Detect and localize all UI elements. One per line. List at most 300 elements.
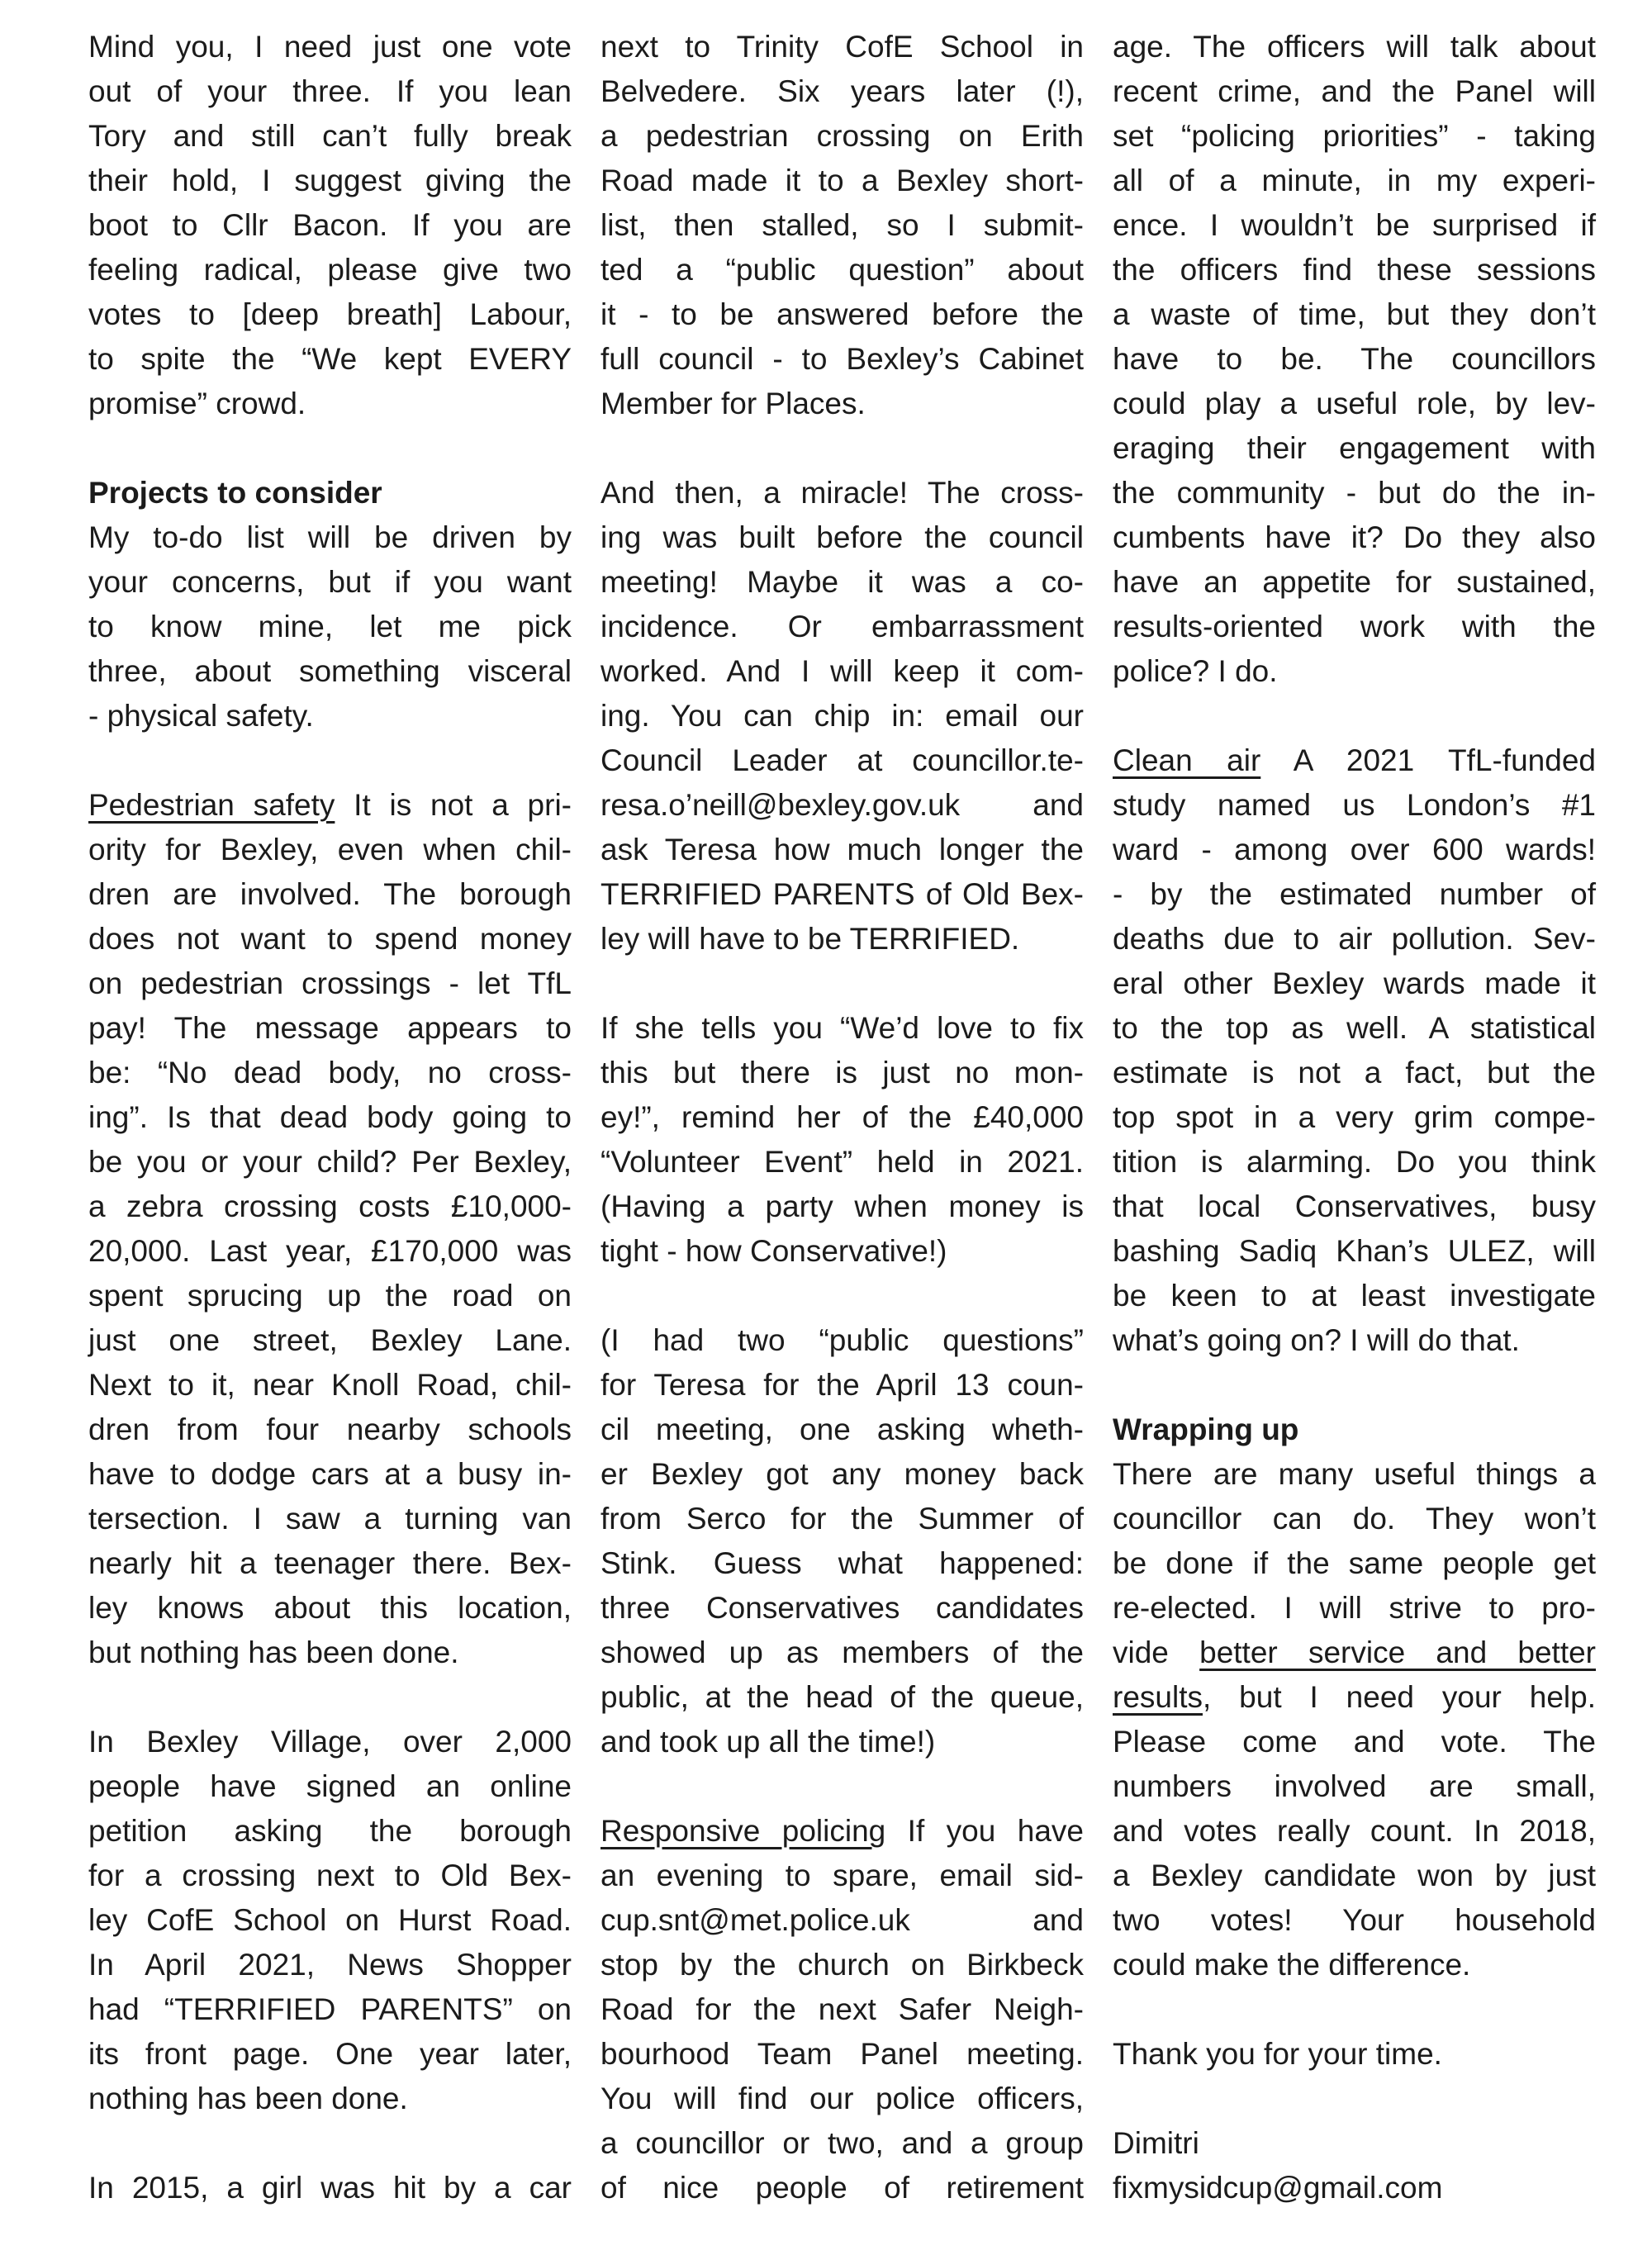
text-segment: and votes really count. In 2018, [1113,1814,1596,1848]
text-segment: results-oriented work with the [1113,610,1596,643]
text-segment: Stink. Guess what happened: [601,1546,1084,1580]
underlined-text: results [1113,1680,1203,1714]
text-line [1113,1318,1596,1363]
text-line [601,1720,1084,1764]
paragraph [1113,738,1596,1363]
text-line [601,2166,1084,2210]
text-segment: resa.o’neill@bexley.gov.uk and [601,788,1084,822]
text-line [88,2032,572,2077]
text-segment: showed up as members of the [601,1635,1084,1669]
text-segment: the community - but do the in- [1113,476,1596,510]
text-segment: votes to [deep breath] Labour, [88,297,572,331]
text-line [88,1987,572,2032]
text-segment: does not want to spend money [88,922,572,956]
text-line [601,1006,1084,1051]
text-segment: be: “No dead body, no cross- [88,1056,572,1090]
text-line [88,1943,572,1987]
text-line [1113,1675,1596,1720]
text-line [601,872,1084,917]
text-segment: (Having a party when money is [601,1189,1084,1223]
text-segment: ley knows about this location, [88,1591,572,1625]
text-line [601,2032,1084,2077]
text-line [1113,337,1596,382]
text-line [88,1184,572,1229]
paragraph-gap [1113,2077,1596,2121]
text-segment: - by the estimated number of [1113,877,1596,911]
text-line [601,1363,1084,1408]
text-segment: a waste of time, but they don’t [1113,297,1596,331]
paragraph [601,1809,1084,2210]
text-line [88,694,572,738]
text-line [601,1541,1084,1586]
text-segment: ley CofE School on Hurst Road. [88,1903,572,1937]
text-segment: eraging their engagement with [1113,431,1596,465]
paragraph-gap [88,738,572,783]
text-segment: bashing Sadiq Khan’s ULEZ, will [1113,1234,1596,1268]
text-line [601,560,1084,605]
text-line [1113,1140,1596,1184]
text-segment: cup.snt@met.police.uk and [601,1903,1084,1937]
paragraph [601,1318,1084,1764]
text-segment: (I had two “public questions” [601,1323,1084,1357]
text-line [1113,1497,1596,1541]
text-line [88,560,572,605]
text-line [88,872,572,917]
text-line [601,1140,1084,1184]
text-line [601,605,1084,649]
text-line [88,605,572,649]
text-segment: ask Teresa how much longer the [601,833,1084,866]
text-line [88,471,572,515]
text-line [1113,828,1596,872]
text-segment: of nice people of retirement [601,2171,1084,2205]
text-segment: Member for Places. [601,387,866,420]
text-segment: vide [1113,1635,1200,1669]
text-line [601,1675,1084,1720]
text-line [601,1943,1084,1987]
text-line [601,2077,1084,2121]
text-segment: on pedestrian crossings - let TfL [88,966,572,1000]
text-segment: And then, a miracle! The cross- [601,476,1084,510]
text-line [88,2077,572,2121]
text-line [1113,2032,1596,2077]
text-segment: the officers find these sessions [1113,253,1596,287]
text-line [601,1229,1084,1274]
text-line [88,1363,572,1408]
text-segment: a councillor or two, and a group [601,2126,1084,2160]
text-segment: Next to it, near Knoll Road, chil- [88,1368,572,1402]
text-segment: Tory and still can’t fully break [88,119,572,153]
text-segment: all of a minute, in my experi- [1113,164,1596,197]
text-segment: for a crossing next to Old Bex- [88,1859,572,1892]
text-segment: and took up all the time!) [601,1725,936,1759]
text-line [88,1006,572,1051]
text-segment: have an appetite for sustained, [1113,565,1596,599]
text-segment: three, about something visceral [88,654,572,688]
text-line [88,1764,572,1809]
underlined-text: Responsive policing [601,1814,886,1848]
text-line [1113,1943,1596,1987]
text-line [601,203,1084,248]
text-segment: be keen to at least investigate [1113,1279,1596,1313]
text-line [601,1497,1084,1541]
text-line [601,159,1084,203]
text-line [88,1318,572,1363]
text-segment: Please come and vote. The [1113,1725,1596,1759]
text-line [88,292,572,337]
text-line [88,382,572,426]
text-line [88,917,572,961]
text-line [1113,1229,1596,1274]
text-line [88,1274,572,1318]
text-segment: ing”. Is that dead body going to [88,1100,572,1134]
text-segment: Road for the next Safer Neigh- [601,1992,1084,2026]
text-segment: eral other Bexley wards made it [1113,966,1596,1000]
text-segment: have to be. The councillors [1113,342,1596,376]
text-line [601,828,1084,872]
text-line [601,1898,1084,1943]
text-line [88,1541,572,1586]
paragraph [88,25,572,426]
text-line [601,1809,1084,1854]
text-segment: be you or your child? Per Bexley, [88,1145,572,1179]
text-segment: boot to Cllr Bacon. If you are [88,208,572,242]
paragraph [1113,2032,1596,2077]
text-line [601,515,1084,560]
text-line [601,694,1084,738]
text-segment: incidence. Or embarrassment [601,610,1084,643]
text-line [1113,605,1596,649]
text-line [1113,872,1596,917]
text-segment: dren from four nearby schools [88,1412,572,1446]
heading-text: Wrapping up [1113,1412,1299,1446]
paragraph [88,783,572,1675]
text-line [1113,1184,1596,1229]
text-segment: In April 2021, News Shopper [88,1948,572,1982]
text-segment: could make the difference. [1113,1948,1471,1982]
text-segment: but nothing has been done. [88,1635,459,1669]
text-line [1113,1095,1596,1140]
underlined-text: Clean air [1113,743,1261,777]
text-segment: You will find our police officers, [601,2082,1084,2115]
text-line [88,1051,572,1095]
text-line [1113,25,1596,69]
text-line [601,1631,1084,1675]
text-segment: It is not a pri- [335,788,572,822]
text-segment: three Conservatives candidates [601,1591,1084,1625]
text-line [1113,248,1596,292]
text-line [88,25,572,69]
paragraph [88,515,572,738]
text-line [88,2166,572,2210]
text-segment: er Bexley got any money back [601,1457,1084,1491]
text-line [601,337,1084,382]
paragraph-gap [601,961,1084,1006]
text-line [1113,69,1596,114]
text-line [601,1854,1084,1898]
text-segment: ley will have to be TERRIFIED. [601,922,1020,956]
text-segment: ence. I wouldn’t be surprised if [1113,208,1596,242]
paragraph-gap [1113,1987,1596,2032]
text-line [88,515,572,560]
text-line [88,783,572,828]
text-line [1113,649,1596,694]
text-line [601,292,1084,337]
text-line [601,1987,1084,2032]
text-line [88,69,572,114]
column-2 [601,25,1084,2255]
text-segment: feeling radical, please give two [88,253,572,287]
text-line [1113,203,1596,248]
section-heading [1113,1408,1596,1452]
text-line [1113,1764,1596,1809]
text-segment: public, at the head of the queue, [601,1680,1084,1714]
text-line [88,649,572,694]
text-line [1113,917,1596,961]
text-segment: to know mine, let me pick [88,610,572,643]
text-segment: to spite the “We kept EVERY [88,342,572,376]
text-line [88,1586,572,1631]
text-segment: Thank you for your time. [1113,2037,1442,2071]
text-line [88,1408,572,1452]
text-line [1113,1274,1596,1318]
text-segment: be done if the same people get [1113,1546,1596,1580]
text-segment: it - to be answered before the [601,297,1084,331]
text-segment: recent crime, and the Panel will [1113,74,1596,108]
text-segment: tersection. I saw a turning van [88,1502,572,1536]
text-line [1113,1854,1596,1898]
text-line [601,649,1084,694]
text-line [601,2121,1084,2166]
text-segment: , but I need your help. [1202,1680,1596,1714]
text-line [88,1809,572,1854]
text-line [1113,382,1596,426]
text-segment: study named us London’s #1 [1113,788,1596,822]
text-segment: out of your three. If you lean [88,74,572,108]
text-line [88,337,572,382]
text-segment: a zebra crossing costs £10,000- [88,1189,572,1223]
text-line [88,828,572,872]
text-segment: petition asking the borough [88,1814,572,1848]
paragraph-gap [601,426,1084,471]
text-segment: an evening to spare, email sid- [601,1859,1084,1892]
paragraph [1113,1452,1596,1987]
text-segment: dren are involved. The borough [88,877,572,911]
text-line [601,114,1084,159]
text-line [88,1497,572,1541]
text-segment: meeting! Maybe it was a co- [601,565,1084,599]
paragraph [1113,25,1596,694]
text-segment: promise” crowd. [88,387,306,420]
text-line [1113,1720,1596,1764]
text-line [1113,426,1596,471]
text-segment: spent sprucing up the road on [88,1279,572,1313]
text-line [1113,1631,1596,1675]
text-segment: top spot in a very grim compe- [1113,1100,1596,1134]
text-line [1113,159,1596,203]
text-segment: “Volunteer Event” held in 2021. [601,1145,1084,1179]
text-segment: next to Trinity CofE School in [601,30,1084,64]
text-segment: for Teresa for the April 13 coun- [601,1368,1084,1402]
text-segment: In Bexley Village, over 2,000 [88,1725,572,1759]
text-segment: - physical safety. [88,699,314,733]
text-segment: ing. You can chip in: email our [601,699,1084,733]
text-segment: Road made it to a Bexley short- [601,164,1084,197]
text-segment: from Serco for the Summer of [601,1502,1084,1536]
text-segment: to the top as well. A statistical [1113,1011,1596,1045]
text-line [601,1452,1084,1497]
text-line [1113,1051,1596,1095]
text-line [88,1631,572,1675]
text-line [601,1408,1084,1452]
text-segment: My to-do list will be driven by [88,520,572,554]
text-line [601,1051,1084,1095]
text-line [601,1318,1084,1363]
text-segment: ing was built before the council [601,520,1084,554]
text-segment: a Bexley candidate won by just [1113,1859,1596,1892]
text-segment: Mind you, I need just one vote [88,30,572,64]
text-line [601,248,1084,292]
text-line [88,114,572,159]
text-segment: Belvedere. Six years later (!), [601,74,1084,108]
text-segment: 20,000. Last year, £170,000 was [88,1234,572,1268]
text-segment: age. The officers will talk about [1113,30,1596,64]
text-segment: councillor can do. They won’t [1113,1502,1596,1536]
text-segment: In 2015, a girl was hit by a car [88,2171,572,2205]
text-segment: Council Leader at councillor.te- [601,743,1084,777]
paragraph-gap [88,426,572,471]
text-segment: tight - how Conservative!) [601,1234,947,1268]
text-segment: what’s going on? I will do that. [1113,1323,1520,1357]
paragraph-gap [1113,694,1596,738]
paragraph [601,471,1084,961]
text-segment: worked. And I will keep it com- [601,654,1084,688]
text-line [1113,1541,1596,1586]
text-line [601,382,1084,426]
text-segment: ted a “public question” about [601,253,1084,287]
paragraph [601,25,1084,426]
text-segment: nothing has been done. [88,2082,408,2115]
text-segment: ority for Bexley, even when chil- [88,833,572,866]
text-line [88,203,572,248]
column-1 [88,25,572,2255]
text-line [601,69,1084,114]
text-segment: police? I do. [1113,654,1278,688]
text-segment: its front page. One year later, [88,2037,572,2071]
text-line [1113,114,1596,159]
text-segment: tition is alarming. Do you think [1113,1145,1596,1179]
text-segment: TERRIFIED PARENTS of Old Bex- [601,877,1084,911]
text-line [1113,1898,1596,1943]
text-segment: that local Conservatives, busy [1113,1189,1596,1223]
text-line [601,471,1084,515]
text-line [1113,1006,1596,1051]
text-segment: have to dodge cars at a busy in- [88,1457,572,1491]
text-segment: this but there is just no mon- [601,1056,1084,1090]
heading-text: Projects to consider [88,476,382,510]
text-segment: two votes! Your household [1113,1903,1596,1937]
paragraph [601,1006,1084,1274]
text-line [88,1452,572,1497]
text-line [1113,961,1596,1006]
text-line [1113,2121,1596,2166]
underlined-text: Pedestrian safety [88,788,335,822]
text-segment: list, then stalled, so I submit- [601,208,1084,242]
text-line [88,1720,572,1764]
text-line [1113,292,1596,337]
paragraph-gap [601,1764,1084,1809]
text-line [88,1095,572,1140]
text-line [1113,1408,1596,1452]
section-heading [88,471,572,515]
text-segment: pay! The message appears to [88,1011,572,1045]
text-segment: ward - among over 600 wards! [1113,833,1596,866]
text-line [88,159,572,203]
text-line [88,1229,572,1274]
text-segment: bourhood Team Panel meeting. [601,2037,1084,2071]
paragraph-gap [88,1675,572,1720]
text-segment: your concerns, but if you want [88,565,572,599]
text-line [1113,515,1596,560]
text-line [1113,1809,1596,1854]
text-line [88,1140,572,1184]
text-segment: If you have [885,1814,1084,1848]
text-line [601,1184,1084,1229]
text-segment: There are many useful things a [1113,1457,1596,1491]
text-segment: just one street, Bexley Lane. [88,1323,572,1357]
text-line [601,738,1084,783]
text-segment: stop by the church on Birkbeck [601,1948,1084,1982]
text-segment: full council - to Bexley’s Cabinet [601,342,1084,376]
text-line [601,917,1084,961]
text-line [601,1586,1084,1631]
text-segment: estimate is not a fact, but the [1113,1056,1596,1090]
text-segment: deaths due to air pollution. Sev- [1113,922,1596,956]
text-segment: numbers involved are small, [1113,1769,1596,1803]
text-segment: had “TERRIFIED PARENTS” on [88,1992,572,2026]
column-3 [1113,25,1596,2255]
text-segment: fixmysidcup@gmail.com [1113,2171,1443,2205]
text-line [1113,560,1596,605]
text-segment: nearly hit a teenager there. Bex- [88,1546,572,1580]
text-line [1113,738,1596,783]
text-line [88,248,572,292]
text-segment: cil meeting, one asking wheth- [601,1412,1084,1446]
text-segment: re-elected. I will strive to pro- [1113,1591,1596,1625]
paragraph [88,1720,572,2121]
paragraph [88,2166,572,2210]
paragraph-gap [88,2121,572,2166]
text-line [601,783,1084,828]
paragraph-gap [601,1274,1084,1318]
text-segment: people have signed an online [88,1769,572,1803]
text-segment: cumbents have it? Do they also [1113,520,1596,554]
text-line [1113,1586,1596,1631]
text-segment: a pedestrian crossing on Erith [601,119,1084,153]
text-line [1113,1452,1596,1497]
text-segment: set “policing priorities” - taking [1113,119,1596,153]
text-segment: could play a useful role, by lev- [1113,387,1596,420]
text-segment: Dimitri [1113,2126,1199,2160]
text-line [88,1854,572,1898]
underlined-text: better service and better [1199,1635,1597,1669]
text-segment: A 2021 TfL-funded [1260,743,1596,777]
text-segment: If she tells you “We’d love to fix [601,1011,1084,1045]
text-line [1113,471,1596,515]
paragraph-gap [1113,1363,1596,1408]
text-line [1113,783,1596,828]
paragraph [1113,2121,1596,2210]
